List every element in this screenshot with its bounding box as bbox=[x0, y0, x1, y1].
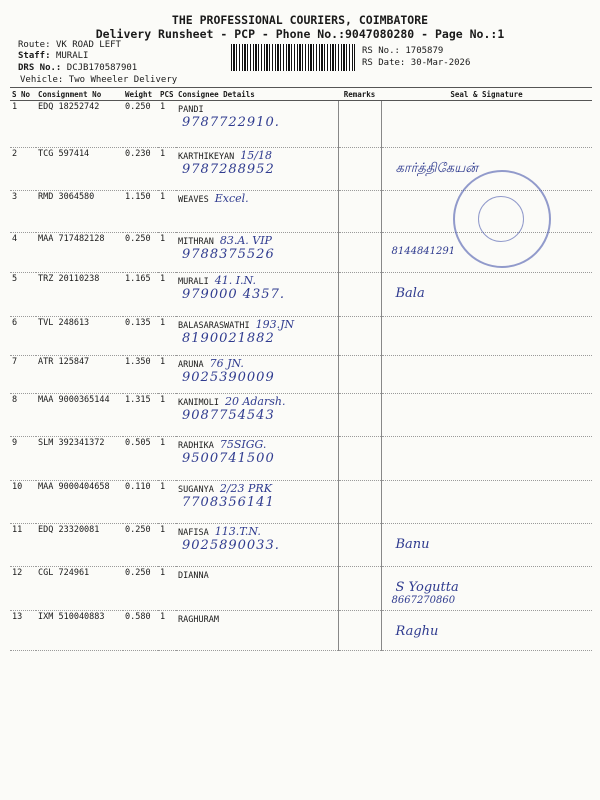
pcs-cell bbox=[158, 567, 176, 611]
weight-cell bbox=[123, 317, 158, 356]
signature-cell bbox=[381, 567, 592, 611]
sno: 5 bbox=[12, 274, 18, 284]
col-signature: Seal & Signature bbox=[381, 88, 592, 101]
remarks-cell bbox=[338, 567, 381, 611]
pcs: 1 bbox=[160, 568, 166, 578]
table-row bbox=[10, 101, 592, 148]
handwritten-address: 75SIGG. bbox=[219, 438, 267, 451]
pcs: 1 bbox=[160, 149, 166, 159]
sno: 1 bbox=[12, 102, 18, 112]
courier-seal-inner bbox=[478, 196, 524, 242]
rs-date-value: 30-Mar-2026 bbox=[410, 58, 471, 68]
consignment-no: TRZ 20110238 bbox=[38, 274, 100, 284]
consignee-name: SUGANYA bbox=[178, 485, 214, 495]
pcs: 1 bbox=[160, 525, 166, 535]
remarks-cell bbox=[338, 101, 381, 148]
consignment-cell bbox=[36, 233, 123, 273]
consignment-no: ATR 125847 bbox=[38, 357, 90, 367]
consignee-cell bbox=[176, 273, 338, 317]
consignment-no: EDQ 18252742 bbox=[38, 102, 100, 112]
handwritten-phone: 7708356141 bbox=[182, 495, 275, 510]
signature-cell bbox=[381, 611, 592, 651]
pcs-cell bbox=[158, 148, 176, 191]
rs-no-line bbox=[362, 46, 443, 56]
sno: 13 bbox=[12, 612, 23, 622]
sno-cell bbox=[10, 101, 36, 148]
remarks-cell bbox=[338, 611, 381, 651]
remarks-cell bbox=[338, 481, 381, 524]
handwritten-phone: 9788375526 bbox=[182, 247, 275, 262]
consignment-cell bbox=[36, 437, 123, 481]
sno: 11 bbox=[12, 525, 23, 535]
col-consignment: Consignment No bbox=[36, 88, 123, 101]
handwritten-phone: 9087754543 bbox=[182, 408, 275, 423]
consignee-name: MITHRAN bbox=[178, 237, 214, 247]
rs-no-label: RS No.: bbox=[362, 46, 400, 56]
consignment-cell bbox=[36, 273, 123, 317]
handwritten-note: 8144841291 bbox=[391, 246, 456, 257]
consignment-cell bbox=[36, 101, 123, 148]
pcs: 1 bbox=[160, 234, 166, 244]
consignment-no: MAA 9000404658 bbox=[38, 482, 110, 492]
vehicle-line bbox=[20, 75, 177, 85]
consignee-cell bbox=[176, 567, 338, 611]
sno-cell bbox=[10, 394, 36, 437]
handwritten-address: 2/23 PRK bbox=[219, 482, 272, 495]
pcs-cell bbox=[158, 394, 176, 437]
sno: 9 bbox=[12, 438, 18, 448]
consignment-no: RMD 3064580 bbox=[38, 192, 95, 202]
pcs: 1 bbox=[160, 482, 166, 492]
consignee-name: MURALI bbox=[178, 277, 209, 287]
pcs-cell bbox=[158, 356, 176, 394]
consignee-cell bbox=[176, 356, 338, 394]
drs-line bbox=[18, 63, 137, 73]
remarks-cell bbox=[338, 148, 381, 191]
weight: 0.250 bbox=[125, 525, 151, 535]
weight: 1.350 bbox=[125, 357, 151, 367]
weight-cell bbox=[123, 148, 158, 191]
table-row bbox=[10, 273, 592, 317]
sno-cell bbox=[10, 273, 36, 317]
table-row bbox=[10, 394, 592, 437]
weight-cell bbox=[123, 437, 158, 481]
consignment-cell bbox=[36, 394, 123, 437]
consignee-cell bbox=[176, 524, 338, 567]
consignee-name: NAFISA bbox=[178, 528, 209, 538]
vehicle-value: Two Wheeler Delivery bbox=[68, 75, 178, 85]
weight-cell bbox=[123, 356, 158, 394]
remarks-cell bbox=[338, 356, 381, 394]
sno-cell bbox=[10, 356, 36, 394]
remarks-cell bbox=[338, 317, 381, 356]
runsheet-title: Delivery Runsheet - PCP - Phone No.:9047080280 - Page No.:1 bbox=[95, 27, 505, 41]
sno-cell bbox=[10, 481, 36, 524]
consignee-cell bbox=[176, 394, 338, 437]
consignee-cell bbox=[176, 101, 338, 148]
pcs: 1 bbox=[160, 357, 166, 367]
route-value: VK ROAD LEFT bbox=[55, 40, 121, 50]
consignee-cell bbox=[176, 148, 338, 191]
consignee-name: PANDI bbox=[178, 105, 204, 115]
sno: 4 bbox=[12, 234, 18, 244]
weight: 0.250 bbox=[125, 234, 151, 244]
pcs: 1 bbox=[160, 395, 166, 405]
col-remarks: Remarks bbox=[338, 88, 381, 101]
table-header bbox=[10, 88, 592, 101]
pcs-cell bbox=[158, 101, 176, 148]
pcs-cell bbox=[158, 317, 176, 356]
consignment-cell bbox=[36, 481, 123, 524]
table-row bbox=[10, 611, 592, 651]
pcs-cell bbox=[158, 191, 176, 233]
handwritten-address: 20 Adarsh. bbox=[224, 395, 286, 408]
consignee-name: KANIMOLI bbox=[178, 398, 219, 408]
handwritten-address: 193.JN bbox=[255, 318, 295, 331]
weight-cell bbox=[123, 394, 158, 437]
consignment-cell bbox=[36, 356, 123, 394]
weight-cell bbox=[123, 567, 158, 611]
weight-cell bbox=[123, 233, 158, 273]
drs-value: DCJB170587901 bbox=[66, 63, 138, 73]
sno-cell bbox=[10, 437, 36, 481]
handwritten-signature: S Yogutta bbox=[395, 580, 459, 595]
consignee-cell bbox=[176, 437, 338, 481]
pcs-cell bbox=[158, 524, 176, 567]
signature-cell bbox=[381, 394, 592, 437]
pcs: 1 bbox=[160, 102, 166, 112]
consignment-no: SLM 392341372 bbox=[38, 438, 105, 448]
sno: 2 bbox=[12, 149, 18, 159]
consignee-cell bbox=[176, 233, 338, 273]
consignee-cell bbox=[176, 317, 338, 356]
weight-cell bbox=[123, 191, 158, 233]
weight: 0.230 bbox=[125, 149, 151, 159]
rs-no-value: 1705879 bbox=[405, 46, 444, 56]
sno-cell bbox=[10, 317, 36, 356]
consignment-no: MAA 9000365144 bbox=[38, 395, 110, 405]
consignment-no: TCG 597414 bbox=[38, 149, 90, 159]
sno-cell bbox=[10, 524, 36, 567]
vehicle-label: Vehicle: bbox=[20, 75, 64, 85]
sno: 6 bbox=[12, 318, 18, 328]
weight: 1.165 bbox=[125, 274, 151, 284]
handwritten-signature: Raghu bbox=[395, 624, 439, 639]
col-sno: S No bbox=[10, 88, 36, 101]
staff-line bbox=[18, 51, 88, 61]
handwritten-address: 76 JN. bbox=[209, 357, 244, 370]
consignee-name: ARUNA bbox=[178, 360, 204, 370]
sno-cell bbox=[10, 567, 36, 611]
consignee-name: WEAVES bbox=[178, 195, 209, 205]
weight: 0.250 bbox=[125, 568, 151, 578]
pcs-cell bbox=[158, 273, 176, 317]
weight: 0.580 bbox=[125, 612, 151, 622]
consignment-no: IXM 510040883 bbox=[38, 612, 105, 622]
company-title: THE PROFESSIONAL COURIERS, COIMBATORE bbox=[171, 13, 429, 27]
table-row bbox=[10, 567, 592, 611]
signature-cell bbox=[381, 273, 592, 317]
col-pcs: PCS bbox=[158, 88, 176, 101]
consignee-name: RADHIKA bbox=[178, 441, 214, 451]
weight: 1.315 bbox=[125, 395, 151, 405]
handwritten-address: 41. I.N. bbox=[214, 274, 256, 287]
signature-cell bbox=[381, 481, 592, 524]
consignment-no: TVL 248613 bbox=[38, 318, 90, 328]
sno: 12 bbox=[12, 568, 23, 578]
consignee-name: DIANNA bbox=[178, 571, 209, 581]
signature-cell bbox=[381, 317, 592, 356]
consignment-cell bbox=[36, 611, 123, 651]
consignee-name: RAGHURAM bbox=[178, 615, 219, 625]
table-row bbox=[10, 437, 592, 481]
barcode bbox=[231, 44, 355, 71]
staff-value: MURALI bbox=[55, 51, 89, 61]
handwritten-note: 8667270860 bbox=[391, 595, 456, 606]
consignment-cell bbox=[36, 524, 123, 567]
sno-cell bbox=[10, 191, 36, 233]
remarks-cell bbox=[338, 524, 381, 567]
signature-cell bbox=[381, 101, 592, 148]
staff-label: Staff: bbox=[18, 51, 51, 61]
pcs: 1 bbox=[160, 318, 166, 328]
remarks-cell bbox=[338, 191, 381, 233]
signature-cell bbox=[381, 437, 592, 481]
signature-cell bbox=[381, 524, 592, 567]
remarks-cell bbox=[338, 233, 381, 273]
sno: 7 bbox=[12, 357, 18, 367]
weight: 0.250 bbox=[125, 102, 151, 112]
consignment-cell bbox=[36, 191, 123, 233]
weight-cell bbox=[123, 524, 158, 567]
consignment-cell bbox=[36, 148, 123, 191]
weight-cell bbox=[123, 481, 158, 524]
remarks-cell bbox=[338, 437, 381, 481]
pcs: 1 bbox=[160, 438, 166, 448]
consignment-cell bbox=[36, 567, 123, 611]
consignee-name: KARTHIKEYAN bbox=[178, 152, 235, 162]
drs-label: DRS No.: bbox=[18, 63, 62, 73]
handwritten-signature: Bala bbox=[395, 286, 425, 301]
consignee-cell bbox=[176, 191, 338, 233]
table-row bbox=[10, 524, 592, 567]
table-row bbox=[10, 356, 592, 394]
handwritten-address: 83.A. VIP bbox=[219, 234, 272, 247]
consignment-cell bbox=[36, 317, 123, 356]
sno: 10 bbox=[12, 482, 23, 492]
weight-cell bbox=[123, 273, 158, 317]
table-row bbox=[10, 481, 592, 524]
handwritten-address: Excel. bbox=[214, 192, 249, 205]
remarks-cell bbox=[338, 273, 381, 317]
sno-cell bbox=[10, 611, 36, 651]
weight-cell bbox=[123, 101, 158, 148]
signature-cell bbox=[381, 356, 592, 394]
handwritten-phone: 8190021882 bbox=[182, 331, 275, 346]
consignment-no: CGL 724961 bbox=[38, 568, 90, 578]
remarks-cell bbox=[338, 394, 381, 437]
pcs-cell bbox=[158, 611, 176, 651]
consignment-no: EDQ 23320081 bbox=[38, 525, 100, 535]
sno: 8 bbox=[12, 395, 18, 405]
weight: 0.505 bbox=[125, 438, 151, 448]
handwritten-phone: 9787288952 bbox=[182, 162, 275, 177]
weight: 1.150 bbox=[125, 192, 151, 202]
consignee-name: BALASARASWATHI bbox=[178, 321, 250, 331]
handwritten-address: 15/18 bbox=[240, 149, 272, 162]
handwritten-phone: 9500741500 bbox=[182, 451, 275, 466]
handwritten-phone: 9787722910. bbox=[182, 115, 280, 130]
pcs: 1 bbox=[160, 612, 166, 622]
handwritten-phone: 979000 4357. bbox=[182, 287, 285, 302]
sno-cell bbox=[10, 233, 36, 273]
pcs-cell bbox=[158, 481, 176, 524]
pcs: 1 bbox=[160, 274, 166, 284]
route-label: Route: bbox=[18, 40, 51, 50]
pcs-cell bbox=[158, 233, 176, 273]
pcs-cell bbox=[158, 437, 176, 481]
handwritten-signature: கார்த்திகேயன் bbox=[395, 161, 478, 176]
rs-date-line bbox=[362, 58, 470, 68]
route-line bbox=[18, 40, 121, 50]
table-row bbox=[10, 317, 592, 356]
weight-cell bbox=[123, 611, 158, 651]
sno: 3 bbox=[12, 192, 18, 202]
handwritten-phone: 9025890033. bbox=[182, 538, 280, 553]
handwritten-address: 113.T.N. bbox=[214, 525, 261, 538]
weight: 0.110 bbox=[125, 482, 151, 492]
sno-cell bbox=[10, 148, 36, 191]
pcs: 1 bbox=[160, 192, 166, 202]
col-consignee: Consignee Details bbox=[176, 88, 338, 101]
handwritten-phone: 9025390009 bbox=[182, 370, 275, 385]
weight: 0.135 bbox=[125, 318, 151, 328]
rs-date-label: RS Date: bbox=[362, 58, 406, 68]
handwritten-signature: Banu bbox=[395, 537, 430, 552]
consignment-no: MAA 717482128 bbox=[38, 234, 105, 244]
consignee-cell bbox=[176, 481, 338, 524]
consignee-cell bbox=[176, 611, 338, 651]
col-weight: Weight bbox=[123, 88, 158, 101]
